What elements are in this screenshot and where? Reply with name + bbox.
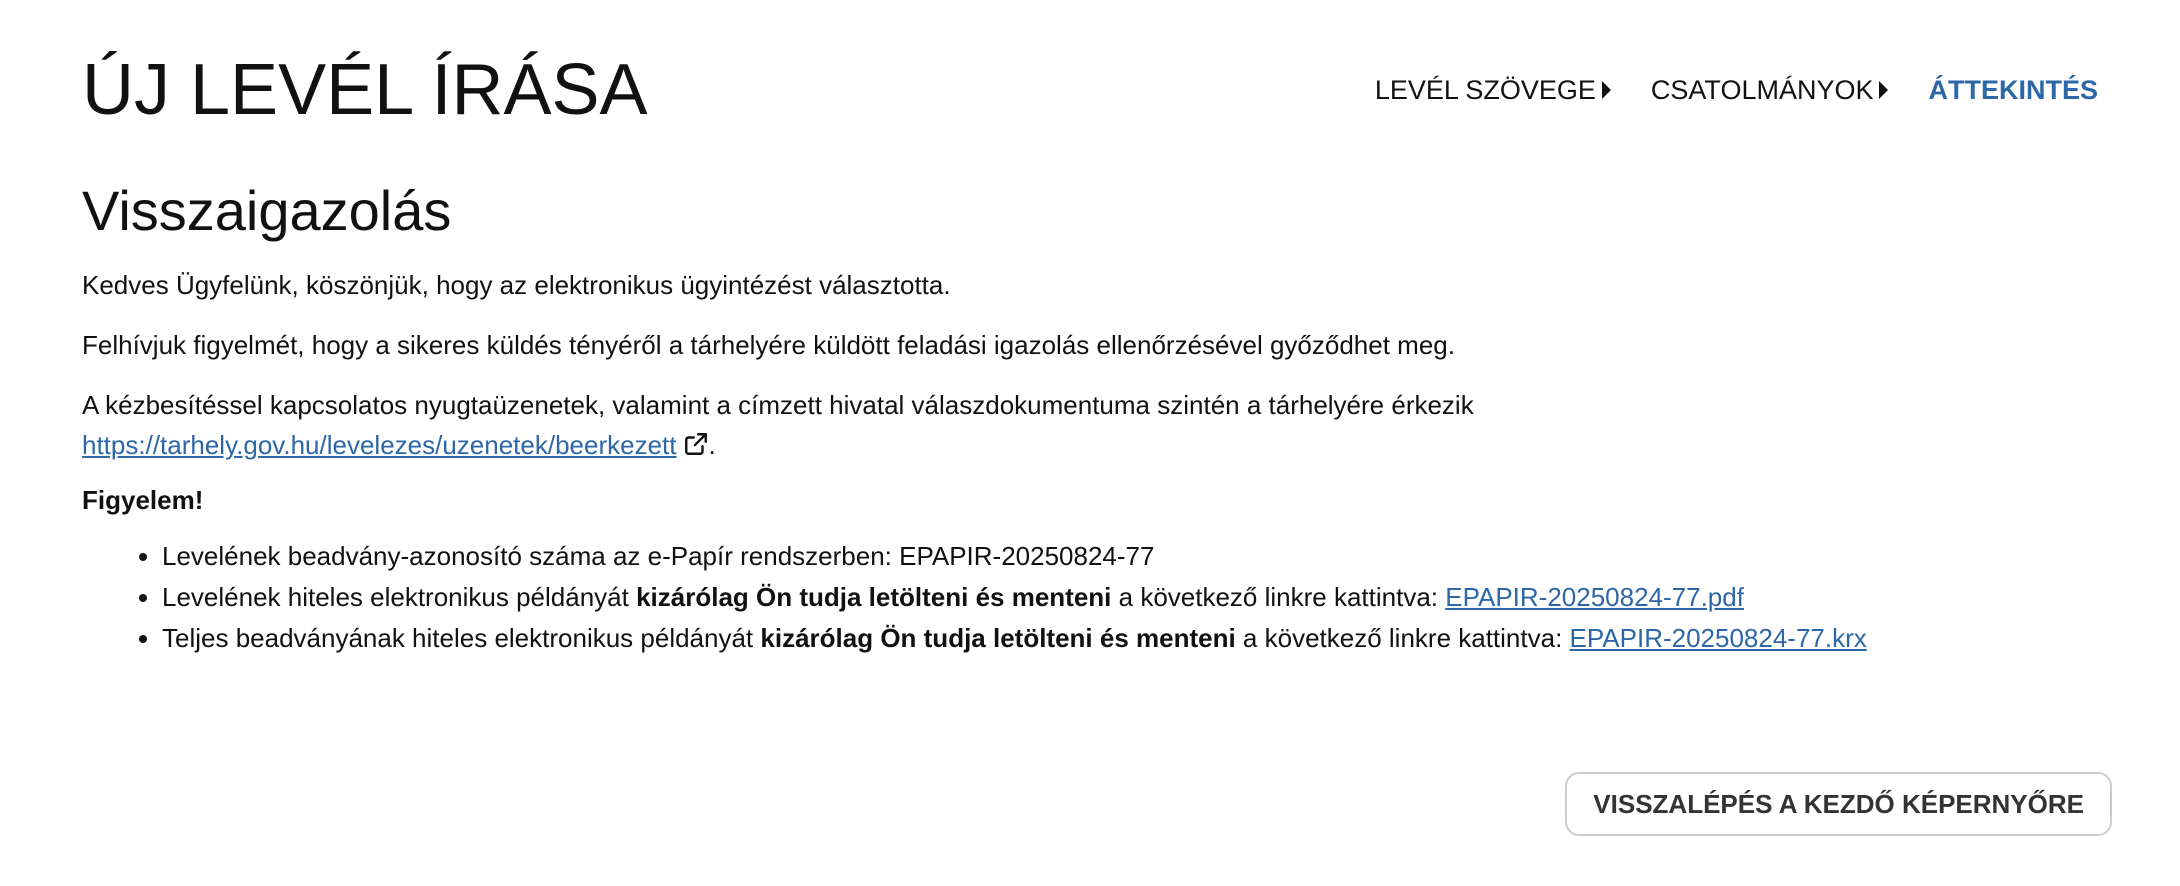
list-item-pre: Levelének hiteles elektronikus példányát [162,582,637,612]
paragraph-greeting: Kedves Ügyfelünk, köszönjük, hogy az elektronikus ügyintézést választotta. [82,270,951,300]
pdf-download-link[interactable]: EPAPIR-20250824-77.pdf [1445,582,1744,612]
page-header [82,40,2098,140]
external-link-icon[interactable] [683,431,709,457]
main-content [82,170,2098,659]
storage-inbox-link[interactable]: https://tarhely.gov.hu/levelezes/uzenetek/beerkezett [82,430,677,460]
back-to-start-button[interactable]: VISSZALÉPÉS A KEZDŐ KÉPERNYŐRE [1565,772,2112,836]
submission-id-text: Levelének beadvány-azonosító száma az e-Papír rendszerben: EPAPIR-20250824-77 [162,541,1155,571]
step-label: LEVÉL SZÖVEGE [1374,74,1596,105]
list-item [162,536,2098,577]
app-title: ÚJ LEVÉL ÍRÁSA [82,50,648,130]
step-csatolmanyok[interactable] [1651,75,1889,106]
list-item [162,618,2098,659]
krx-download-link[interactable]: EPAPIR-20250824-77.krx [1569,623,1867,653]
step-label: CSATOLMÁNYOK [1650,74,1874,105]
list-item-pre: Teljes beadványának hiteles elektronikus példányát [162,623,761,653]
receipts-text: A kézbesítéssel kapcsolatos nyugtaüzenetek, valamint a címzett hivatal válaszdokumentuma szintén a tárhelyére érkezik [82,390,1474,420]
paragraph-receipts [82,385,2098,465]
sentence-end: . [708,430,716,460]
info-list [82,536,2098,659]
step-attekintes[interactable] [1928,75,2098,106]
section-title: Visszaigazolás [82,179,452,242]
wizard-steps [1375,75,2098,106]
caret-right-icon [1602,81,1611,99]
list-item-bold: kizárólag Ön tudja letölteni és menteni [760,623,1236,653]
list-item-bold: kizárólag Ön tudja letölteni és menteni [636,582,1112,612]
step-level-szovege[interactable] [1375,75,1611,106]
list-item [162,577,2098,618]
list-item-post: a következő linkre kattintva: [1111,582,1446,612]
list-item-post: a következő linkre kattintva: [1235,623,1570,653]
paragraph-notice: Felhívjuk figyelmét, hogy a sikeres küldés tényéről a tárhelyére küldött feladási igazolás ellenőrzésével győződhet meg. [82,330,1455,360]
step-label: ÁTTEKINTÉS [1928,74,2098,105]
warning-heading: Figyelem! [82,485,204,515]
caret-right-icon [1879,81,1888,99]
